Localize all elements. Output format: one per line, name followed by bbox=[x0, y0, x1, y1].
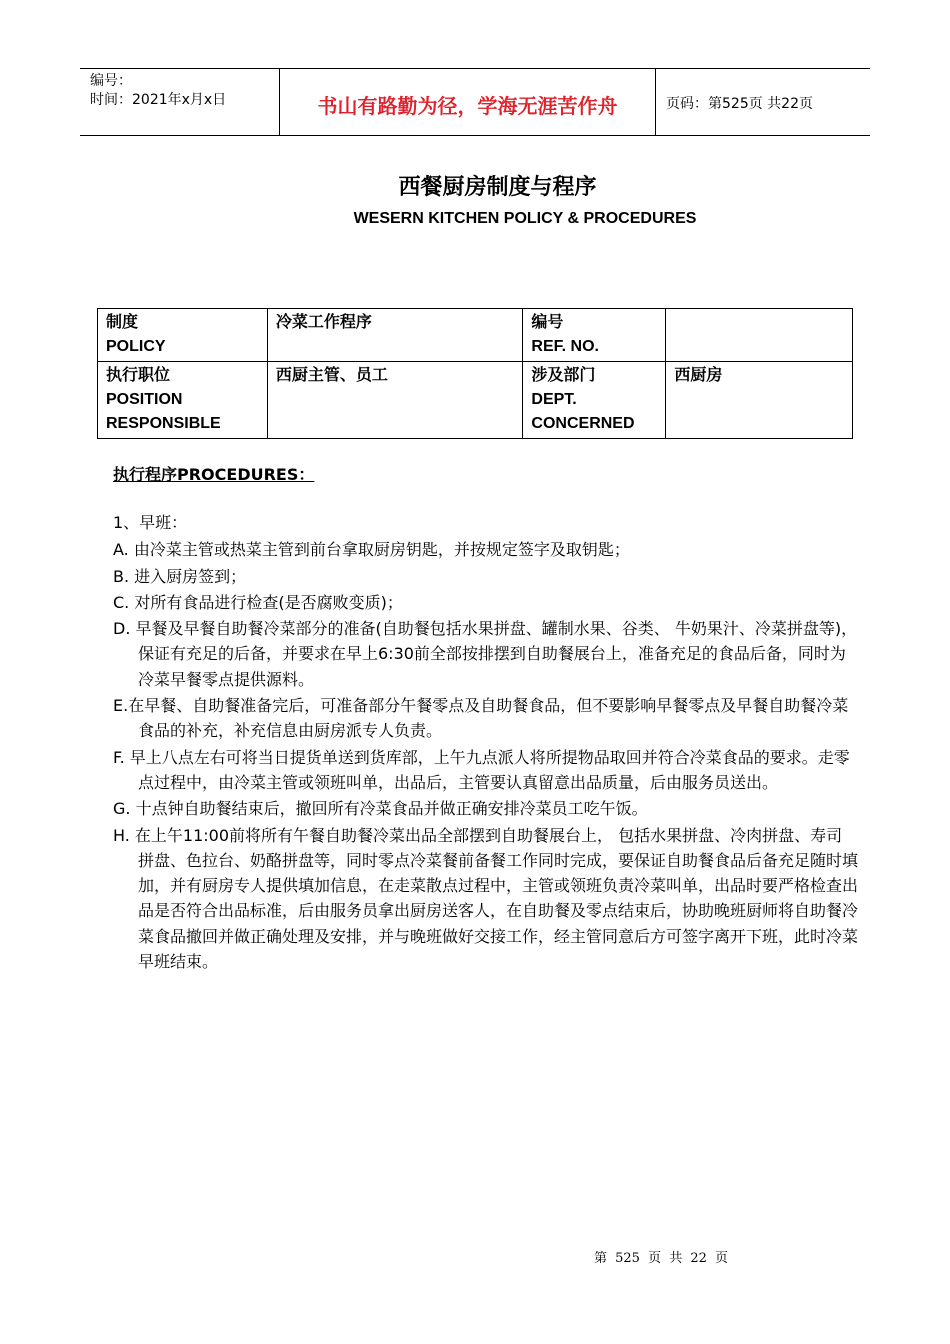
list-item: B. 进入厨房签到； bbox=[113, 566, 247, 586]
dept-label-cn: 涉及部门 bbox=[531, 367, 596, 384]
dept-label-cell bbox=[523, 362, 666, 439]
header-motto: 书山有路勤为径，学海无涯苦作舟 bbox=[280, 69, 656, 135]
policy-label-cn: 制度 bbox=[106, 314, 139, 331]
page-footer: 第 525 页 共 22 页 bbox=[594, 1251, 729, 1266]
table-row bbox=[98, 309, 853, 362]
policy-table bbox=[97, 308, 853, 439]
dept-label-en2: CONCERNED bbox=[531, 415, 635, 432]
policy-value-cell bbox=[267, 309, 523, 362]
procedures-content bbox=[113, 510, 858, 975]
shift-title: 1、早班： bbox=[113, 513, 188, 532]
document-header bbox=[80, 68, 870, 136]
header-page-info: 页码：第525页 共22页 bbox=[666, 96, 813, 112]
ref-label-cell bbox=[523, 309, 666, 362]
policy-label-cell bbox=[98, 309, 268, 362]
list-item: H. 在上午11:00前将所有午餐自助餐冷菜出品全部摆到自助餐展台上， 包括水果拼盘、冷肉拼盘、寿司拼盘、色拉台、奶酪拼盘等，同时零点冷菜餐前备餐工作同时完成，要保证自助餐食品后备充足随时填加，并有厨房专人提供填加信息，在走菜散点过程中，主管或领班负责冷菜叫单，出品时要严格检查出品是否符合出品标准，后由服务员拿出厨房送客人，在自助餐及零点结束后，协助晚班厨师将自助餐冷菜食品撤回并做正确处理及安排，并与晚班做好交接工作，经主管同意后方可签字离开下班，此时冷菜早班结束。 bbox=[113, 825, 859, 972]
position-label-en2: RESPONSIBLE bbox=[106, 415, 221, 432]
ref-label-cn: 编号 bbox=[531, 314, 564, 331]
position-label-cell bbox=[98, 362, 268, 439]
position-value-cell bbox=[267, 362, 523, 439]
position-value: 西厨主管、员工 bbox=[275, 367, 388, 384]
page-subtitle: WESERN KITCHEN POLICY & PROCEDURES bbox=[353, 210, 697, 227]
position-label-en1: POSITION bbox=[106, 391, 183, 408]
policy-label-en: POLICY bbox=[106, 338, 166, 355]
list-item: F. 早上八点左右可将当日提货单送到货库部，上午九点派人将所提物品取回并符合冷菜食品的要求。走零点过程中，由冷菜主管或领班叫单，出品后，主管要认真留意出品质量，后由服务员送出。 bbox=[113, 747, 850, 792]
header-date: 时间：2021年x月x日 bbox=[90, 92, 227, 108]
position-label-cn: 执行职位 bbox=[106, 367, 171, 384]
ref-label-en: REF. NO. bbox=[531, 338, 599, 355]
list-item: E.在早餐、自助餐准备完后，可准备部分午餐零点及自助餐食品，但不要影响早餐零点及早餐自助餐冷菜食品的补充，补充信息由厨房派专人负责。 bbox=[113, 696, 849, 741]
policy-value: 冷菜工作程序 bbox=[275, 314, 372, 331]
list-item: D. 早餐及早餐自助餐冷菜部分的准备(自助餐包括水果拼盘、罐制水果、谷类、 牛奶果汁、冷菜拼盘等)，保证有充足的后备，并要求在早上6:30前全部按排摆到自助餐展台上，准备充足的食品后备，同时为冷菜早餐零点提供源料。 bbox=[113, 619, 858, 689]
procedures-heading: 执行程序PROCEDURES： bbox=[113, 465, 315, 484]
page-title: 西餐厨房制度与程序 bbox=[398, 175, 597, 200]
header-meta bbox=[80, 69, 280, 135]
dept-label-en1: DEPT. bbox=[531, 391, 577, 408]
dept-value-cell bbox=[666, 362, 853, 439]
table-row bbox=[98, 362, 853, 439]
dept-value: 西厨房 bbox=[674, 367, 723, 384]
list-item: G. 十点钟自助餐结束后，撤回所有冷菜食品并做正确安排冷菜员工吃午饭。 bbox=[113, 799, 648, 819]
header-number-label: 编号： bbox=[90, 73, 132, 89]
ref-value-cell bbox=[666, 309, 853, 362]
list-item: A. 由冷菜主管或热菜主管到前台拿取厨房钥匙，并按规定签字及取钥匙； bbox=[113, 540, 630, 560]
list-item: C. 对所有食品进行检查(是否腐败变质)； bbox=[113, 592, 403, 612]
